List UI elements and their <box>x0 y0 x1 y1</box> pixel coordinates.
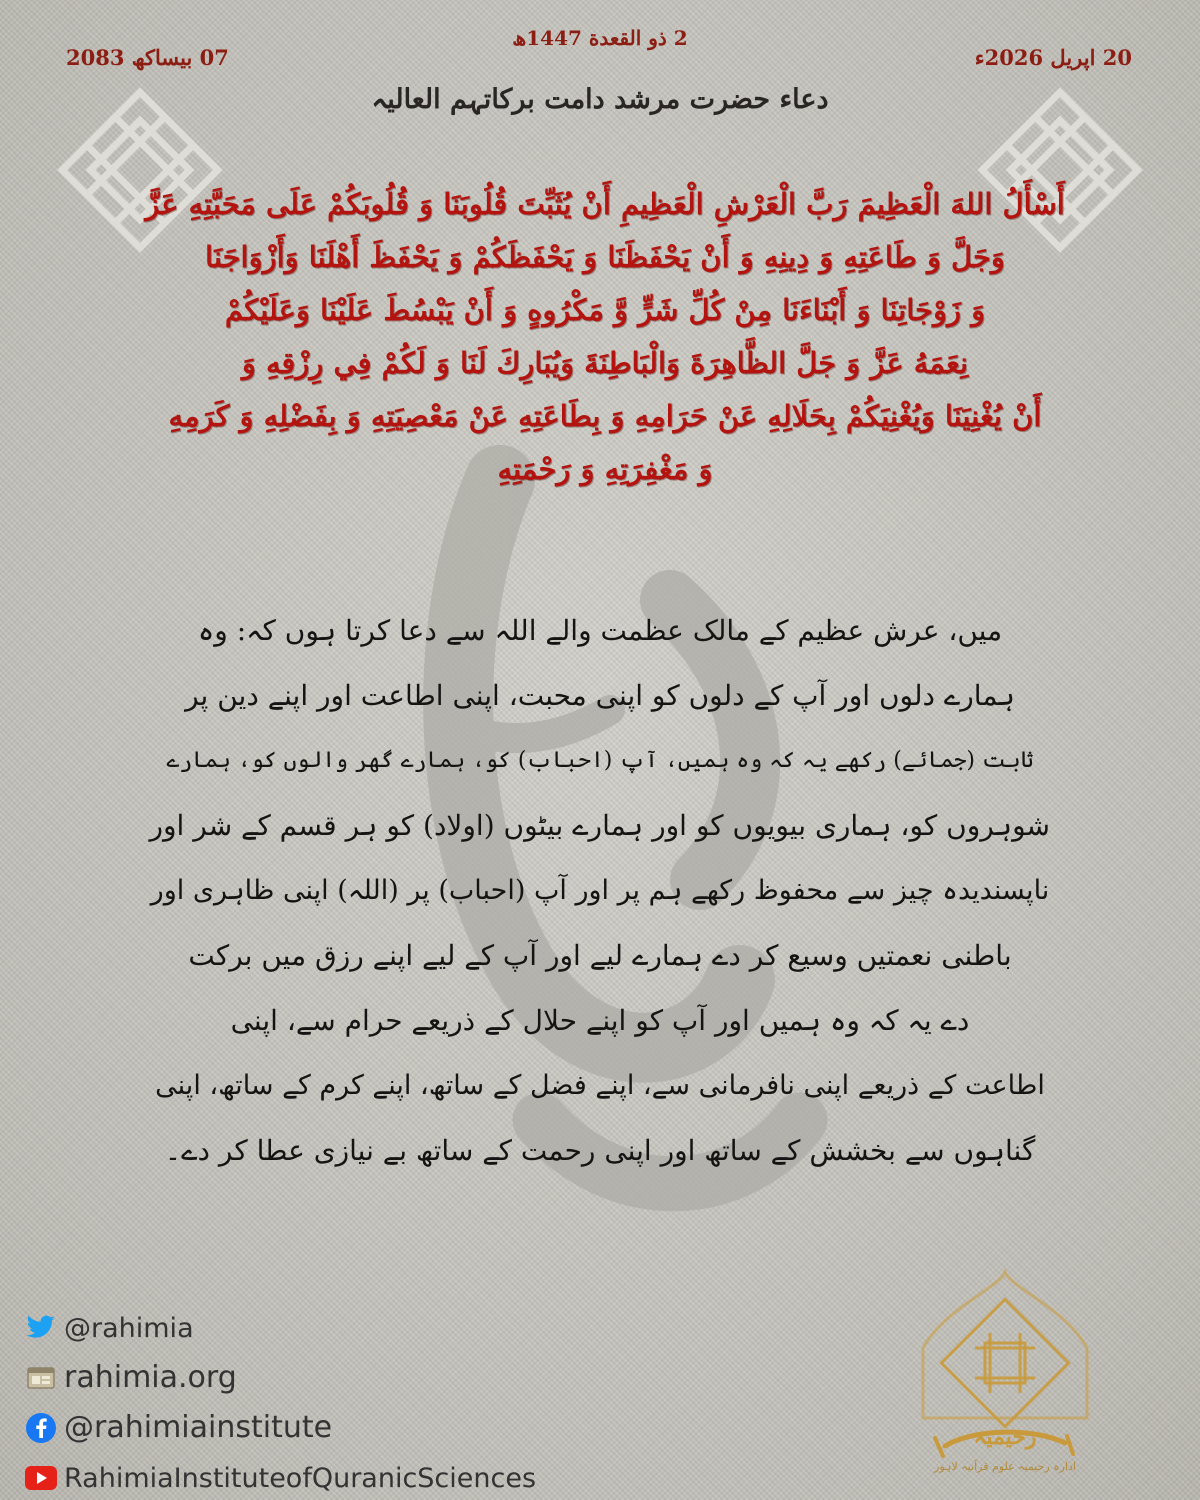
urdu-line: میں، عرش عظیم کے مالک عظمت والے اللہ سے دعا کرتا ہوں کہ: وہ <box>197 614 1003 647</box>
arabic-line: وَ مَغْفِرَتِهِ وَ رَحْمَتِهِ <box>497 452 713 486</box>
web-icon <box>24 1362 58 1394</box>
arabic-line: وَجَلَّ وَ طَاعَتِهِ وَ دِينِهِ وَ أَنْ يَحْفَظَنَا وَ يَحْفَظَكُمْ وَ يَحْفَظَ أَهْلَنَا وَأَزْوَاجَنَا <box>205 240 1005 274</box>
urdu-line: ناپسندیدہ چیز سے محفوظ رکھے ہم پر اور آپ (احباب) پر (اللہ) اپنی ظاہری اور <box>150 875 1050 906</box>
arabic-line: نِعَمَهُ عَزَّ وَ جَلَّ الظَّاهِرَةَ وَالْبَاطِنَةَ وَيُبَارِكَ لَنَا وَ لَكُمْ فِي رِزْقِهِ وَ <box>241 346 969 380</box>
desi-date: 07 بیساکھ 2083 <box>66 45 229 70</box>
twitter-handle: @rahimia <box>64 1312 194 1344</box>
arabic-line: أَنْ يُغْنِيَنَا وَيُغْنِيَكُمْ بِحَلَالِهِ عَنْ حَرَامِهِ وَ بِطَاعَتِهِ عَنْ مَعْصِيَتِهِ وَ بِفَضْلِهِ وَ كَرَمِهِ <box>168 399 1042 433</box>
logo-subtitle: ادارہ رحیمیہ علوم قرآنیہ لاہور <box>934 1460 1076 1473</box>
website-link[interactable] <box>24 1356 536 1400</box>
urdu-line: دے یہ کہ وہ ہمیں اور آپ کو اپنے حلال کے ذریعے حرام سے، اپنی <box>230 1004 970 1037</box>
urdu-line: شوہروں کو، ہماری بیویوں کو اور ہمارے بیٹوں (اولاد) کو ہر قسم کے شر اور <box>149 809 1050 842</box>
facebook-handle: @rahimiainstitute <box>64 1410 333 1445</box>
youtube-channel: RahimiaInstituteofQuranicSciences <box>64 1462 537 1494</box>
urdu-line: ہمارے دلوں اور آپ کے دلوں کو اپنی محبت، اپنی اطاعت اور اپنے دین پر <box>185 679 1015 712</box>
youtube-icon <box>24 1462 58 1494</box>
urdu-translation <box>150 598 1050 1183</box>
arabic-prayer <box>110 178 1100 496</box>
social-links <box>24 1306 536 1500</box>
urdu-line: گناہوں سے بخشش کے ساتھ اور اپنی رحمت کے ساتھ بے نیازی عطا کر دے۔ <box>164 1134 1036 1167</box>
urdu-line: باطنی نعمتیں وسیع کر دے ہمارے لیے اور آپ کے لیے اپنے رزق میں برکت <box>188 939 1012 972</box>
gregorian-date: 20 اپریل 2026ء <box>974 45 1132 70</box>
urdu-line: ثابت (جمائے) رکھے یہ کہ وہ ہمیں، آپ (احباب) کو، ہمارے گھر والوں کو، ہمارے <box>166 748 1034 773</box>
page-title: دعاء حضرت مرشد دامت برکاتہم العالیہ <box>371 84 829 115</box>
urdu-line: اطاعت کے ذریعے اپنی نافرمانی سے، اپنے فضل کے ساتھ، اپنے کرم کے ساتھ، اپنی <box>155 1070 1045 1101</box>
arabic-line: وَ زَوْجَاتِنَا وَ أَبْنَاءَنَا مِنْ كُلِّ شَرٍّ وَّ مَكْرُوهٍ وَ أَنْ يَبْسُطَ عَلَيْنَا وَعَلَيْكُمْ <box>224 293 986 327</box>
rahimia-logo <box>915 1268 1095 1478</box>
twitter-link[interactable] <box>24 1306 536 1350</box>
facebook-icon <box>24 1412 58 1444</box>
arabic-line: أَسْأَلُ اللهَ الْعَظِيمَ رَبَّ الْعَرْشِ الْعَظِيمِ أَنْ يُثَبِّتَ قُلُوبَنَا وَ قُلُوبَكُمْ عَلَى مَحَبَّتِهِ عَزَّ <box>145 187 1065 221</box>
logo-name: رحیمیہ <box>973 1424 1037 1450</box>
hijri-date: 2 ذو القعدة 1447ھ <box>512 26 688 50</box>
twitter-icon <box>24 1312 58 1344</box>
facebook-link[interactable] <box>24 1406 536 1450</box>
youtube-link[interactable] <box>24 1456 536 1500</box>
website-url: rahimia.org <box>64 1360 237 1395</box>
